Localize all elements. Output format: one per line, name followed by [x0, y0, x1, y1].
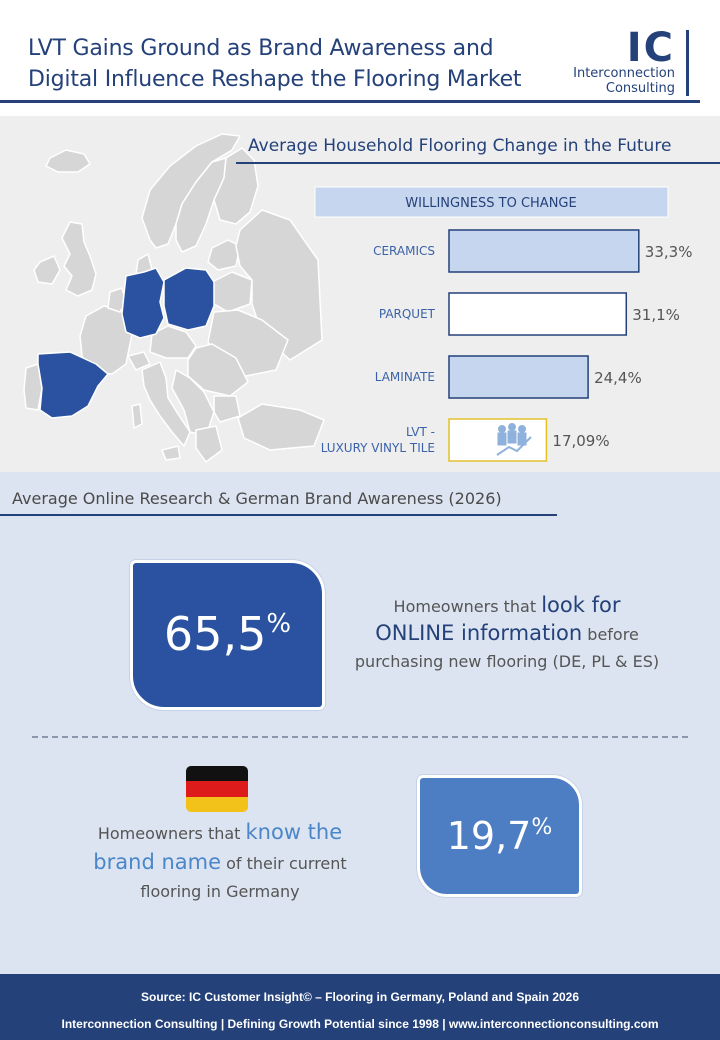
value-label-1: 31,1%: [632, 306, 680, 324]
online-research-value: 65,5: [163, 607, 267, 661]
desc1-highlight-online-information: ONLINE information: [375, 621, 583, 645]
willingness-bar-chart: [240, 180, 710, 470]
title-line-2: Digital Influence Reshape the Flooring Market: [28, 67, 522, 92]
category-label-0: CERAMICS: [373, 244, 435, 258]
chart-title: Average Household Flooring Change in the Future: [248, 136, 672, 156]
map-sardinia: [132, 404, 142, 428]
value-label-2: 24,4%: [594, 369, 642, 387]
map-iceland: [46, 150, 90, 172]
online-research-unit: %: [266, 609, 292, 639]
map-ireland: [34, 256, 60, 284]
value-label-0: 33,3%: [644, 243, 693, 261]
map-bulgaria: [214, 396, 240, 422]
brand-awareness-value: 19,7: [446, 814, 532, 858]
header: [0, 0, 720, 112]
chart-subtitle: WILLINGNESS TO CHANGE: [405, 196, 577, 211]
map-greece: [196, 426, 222, 462]
map-poland-highlight: [164, 268, 214, 330]
online-research-stat: [133, 607, 322, 661]
title-line-1: LVT Gains Ground as Brand Awareness and: [28, 36, 494, 61]
chart-title-underline: [236, 162, 720, 164]
desc1-highlight-look-for: look for: [541, 593, 621, 617]
desc1-prefix: Homeowners that: [393, 597, 542, 616]
desc1-suffix: before purchasing new flooring (DE, PL & ES): [354, 625, 660, 671]
brand-awareness-description: [70, 818, 370, 906]
flag-stripe-red: [186, 781, 248, 796]
company-logo: [555, 25, 705, 98]
germany-flag-icon: [186, 766, 248, 812]
map-uk: [62, 222, 96, 296]
logo-text-line-1: Interconnection: [573, 66, 675, 81]
online-research-stat-card: [130, 560, 325, 710]
desc2-prefix: Homeowners that: [97, 824, 246, 843]
bar-0: [449, 230, 639, 272]
map-germany-highlight: [122, 268, 164, 338]
logo-bar: [686, 30, 689, 96]
value-label-3: 17,09%: [552, 432, 610, 450]
brand-awareness-unit: %: [531, 815, 553, 840]
flag-stripe-black: [186, 766, 248, 781]
section-title-underline: [0, 514, 557, 516]
online-research-description: [352, 592, 662, 675]
footer-source: Source: IC Customer Insight© – Flooring in Germany, Poland and Spain 2026: [140, 990, 580, 1004]
desc2-suffix: of their current flooring in Germany: [140, 854, 347, 901]
title-divider: [0, 100, 700, 103]
bar-2: [449, 356, 588, 398]
map-sicily: [162, 446, 180, 460]
page-title: [28, 33, 548, 95]
section-title: Average Online Research & German Brand Awareness (2026): [12, 489, 502, 508]
dashed-separator: [32, 736, 688, 738]
category-label-2: LAMINATE: [374, 370, 435, 384]
flag-stripe-gold: [186, 797, 248, 812]
category-label-3-line-1: LUXURY VINYL TILE: [320, 441, 435, 455]
brand-awareness-stat-card: [417, 775, 582, 897]
footer-tagline: Interconnection Consulting | Defining Growth Potential since 1998 | www.interconnectionconsulting.com: [61, 1017, 659, 1031]
bar-1: [449, 293, 626, 335]
logo-text-line-2: Consulting: [605, 81, 675, 96]
desc2-highlight-know-the: know the: [245, 820, 343, 844]
map-baltics: [208, 240, 240, 270]
footer: [0, 974, 720, 1040]
logo-mark: IC: [626, 25, 675, 71]
desc2-highlight-brand-name: brand name: [93, 850, 221, 874]
category-label-1: PARQUET: [378, 307, 435, 321]
category-label-3-line-0: LVT -: [405, 425, 435, 439]
brand-awareness-stat: [420, 814, 579, 858]
